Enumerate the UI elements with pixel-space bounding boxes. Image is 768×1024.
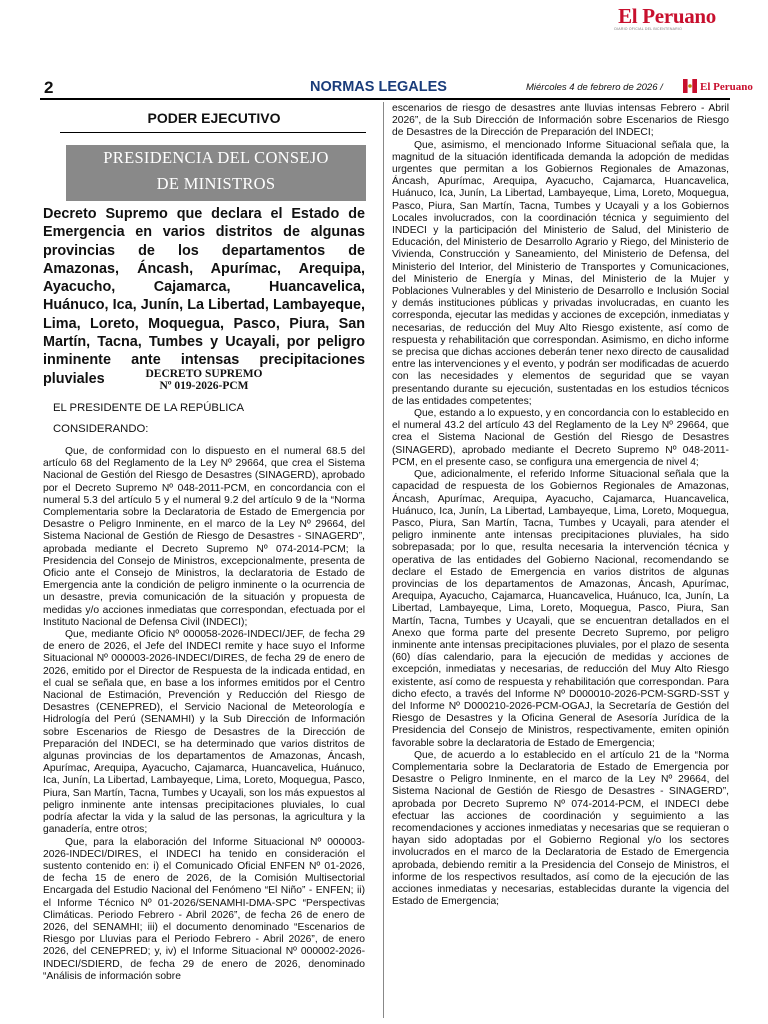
header-rule xyxy=(40,98,730,100)
decree-number: Nº 019-2026-PCM xyxy=(159,380,249,392)
institution-line-2: DE MINISTROS xyxy=(156,174,276,193)
paragraph: Que, asimismo, el mencionado Informe Situacional señala que, la magnitud de la situación identificada demanda la adopción de medidas urgentes que permitan a los Gobiernos Regionales de Amazonas, Áncash, Apurímac, Arequipa, Ayacucho, Cajamarca, Huancavelica, Huánuco, Ica, Junín, La Libertad, Lambayeque, Lima, Loreto, Moquegua, Pasco, Piura, San Martín, Tacna, Tumbes y Ucayali y a los Gobiernos Locales involucrados, con la coordinación técnica y seguimiento del INDECI y la participación del Ministerio de Salud, del Ministerio de Educación, del Ministerio de Desarrollo Agrario y Riego, del Ministerio de Vivienda, Construcción y Saneamiento, del Ministerio de Defensa, del Ministerio del Interior, del Ministerio de Transportes y Comunicaciones, del Ministerio de Energía y Minas, del Ministerio de la Mujer y Poblaciones Vulnerables y del Ministerio de Desarrollo e Inclusión Social y demás instituciones públicas y privadas involucradas, en cuanto les corresponda, ejecutar las medidas y acciones de excepción, inmediatas y necesarias, de reducción del Muy Alto Riesgo existente, así como de respuesta y rehabilitación que correspondan. Asimismo, en dicho informe se precisa que dichas acciones deberán tener nexo directo de causalidad entre las intervenciones y el evento, y podrán ser modificadas de acuerdo con las necesidades y elementos de seguridad que se vayan presentando durante su ejecución, sustentadas en los estudios técnicos de las entidades competentes; xyxy=(392,139,729,407)
issuer-line: EL PRESIDENTE DE LA REPÚBLICA xyxy=(53,402,245,414)
paragraph: Que, para la elaboración del Informe Situacional Nº 000003-2026-INDECI/DIRES, el INDECI ha tenido en consideración el sustento contenido en: i) el Comunicado Oficial ENFEN Nº 01-2026, de fecha 15 de enero de 2026, de la Comisión Multisectorial Encargada del Estudio Nacional del Fenómeno “El Niño” - ENFEN; ii) el Informe Técnico Nº 01-2026/SENAMHI-DMA-SPC “Perspectivas Climáticas. Periodo Febrero - Abril 2026”, de fecha 26 de enero de 2026, del SENAMHI; iii) el documento denominado “Escenarios de Riesgo por Lluvias para el Periodo Febrero - Abril 2026”, de enero 2026, del CENEPRED; y, iv) el Informe Situacional Nº 000002-2026-INDECI/SDIERD, de fecha 29 de enero de 2026, denominado “Análisis de información sobre xyxy=(43,836,365,982)
header-brand: El Peruano xyxy=(700,81,753,93)
paragraph: Que, mediante Oficio Nº 000058-2026-INDECI/JEF, de fecha 29 de enero de 2026, el Jefe del INDECI remite y hace suyo el Informe Situacional Nº 000003-2026-INDECI/DIRES, de fecha 29 de enero de 2026, emitido por el Director de Respuesta de la indicada entidad, en el cual se señala que, en base a los informes emitidos por el Centro Nacional de Estimación, Prevención y Reducción del Riesgo de Desastres (CENEPRED), el Servicio Nacional de Meteorología e Hidrología del Perú (SENAMHI) y la Sub Dirección de Información sobre Escenarios de Riesgo de Desastres de la Dirección de Preparación del INDECI, se ha determinado que varios distritos de algunas provincias de los departamentos de Amazonas, Áncash, Apurímac, Arequipa, Ayacucho, Cajamarca, Huancavelica, Huánuco, Ica, Junín, La Libertad, Lambayeque, Lima, Loreto, Moquegua, Pasco, Piura, San Martín, Tacna, Tumbes y Ucayali, son los más expuestos al peligro inminente ante intensas precipitaciones pluviales, lo cual podría afectar la vida y la salud de las personas, la agricultura y la ganadería, entre otros; xyxy=(43,629,365,836)
right-column-body xyxy=(392,103,729,908)
institution-line-1: PRESIDENCIA DEL CONSEJO xyxy=(103,148,329,167)
section-title: NORMAS LEGALES xyxy=(310,79,447,95)
paragraph: Que, estando a lo expuesto, y en concordancia con lo establecido en el numeral 43.2 del artículo 43 del Reglamento de la Ley Nº 29664, que crea el Sistema Nacional de Gestión del Riesgo de Desastres (SINAGERD), aprobado mediante el Decreto Supremo Nº 048-2011-PCM, en el presente caso, se configura una emergencia de nivel 4; xyxy=(392,408,729,468)
flag-emblem-icon xyxy=(683,79,697,93)
running-header xyxy=(40,76,753,100)
column-divider xyxy=(383,102,384,1018)
paragraph: Que, adicionalmente, el referido Informe Situacional señala que la capacidad de respuesta de los Gobiernos Regionales de Amazonas, Áncash, Apurímac, Arequipa, Ayacucho, Cajamarca, Huancavelica, Huánuco, Ica, Junín, La Libertad, Lambayeque, Lima, Loreto, Moquegua, Pasco, Piura, San Martín, Tacna, Tumbes y Ucayali, para atender el peligro inminente ante intensas precipitaciones pluviales, ha sido sobrepasada; por lo que, resulta necesaria la intervención técnica y operativa de las entidades del Gobierno Nacional, recomendando se declare el Estado de Emergencia en varios distritos de algunas provincias de los departamentos de Amazonas, Áncash, Apurímac, Arequipa, Ayacucho, Cajamarca, Huancavelica, Huánuco, Ica, Junín, La Libertad, Lambayeque, Lima, Loreto, Moquegua, Pasco, Piura, San Martín, Tacna, Tumbes y Ucayali, que se encuentran detallados en el Anexo que forma parte del presente Decreto Supremo, por peligro inminente ante intensas precipitaciones pluviales, por el plazo de sesenta (60) días calendario, para la ejecución de medidas y acciones de excepción, inmediatas y necesarias, de reducción del Muy Alto Riesgo existente, así como de respuesta y rehabilitación que correspondan. Para dicho efecto, a través del Informe Nº D000010-2026-PCM-SGRD-SST y del Informe Nº D000210-2026-PCM-OGAJ, la Secretaría de Gestión del Riesgo de Desastres y la Oficina General de Asesoría Jurídica de la Presidencia del Consejo de Ministros, respectivamente, emiten opinión favorable sobre la declaratoria de Estado de Emergencia; xyxy=(392,469,729,749)
newspaper-tagline: DIARIO OFICIAL DEL BICENTENARIO xyxy=(614,27,682,31)
decree-title: Decreto Supremo que declara el Estado de Emergencia en varios distritos de algunas provincias de los departamentos de Amazonas, Áncash, Apurímac, Arequipa, Ayacucho, Cajamarca, Huancavelica, Huánuco, Ica, Junín, La Libertad, Lambayeque, Lima, Loreto, Moquegua, Pasco, Piura, San Martín, Tacna, Tumbes y Ucayali, por peligro inminente ante intensas precipitaciones pluviales xyxy=(43,206,365,387)
masthead xyxy=(0,0,768,34)
issue-date: Miércoles 4 de febrero de 2026 / xyxy=(526,82,663,93)
power-heading: PODER EJECUTIVO xyxy=(147,110,281,126)
institution-banner xyxy=(66,145,366,201)
decree-type: DECRETO SUPREMO xyxy=(145,368,263,380)
paragraph: escenarios de riesgo de desastres ante lluvias intensas Febrero - Abril 2026”, de la Sub Dirección de Información sobre Escenarios de Riesgo de Desastres de la Dirección de Preparación del INDECI; xyxy=(392,103,729,139)
considering-heading: CONSIDERANDO: xyxy=(53,423,149,435)
page-number: 2 xyxy=(44,78,54,97)
paragraph: Que, de conformidad con lo dispuesto en el numeral 68.5 del artículo 68 del Reglamento de la Ley Nº 29664, que crea el Sistema Nacional de Gestión del Riesgo de Desastres (SINAGERD), aprobado por el Decreto Supremo Nº 048-2011-PCM, en concordancia con el numeral 5.3 del artículo 5 y el numeral 9.2 del artículo 9 de la “Norma Complementaria sobre la Declaratoria de Estado de Emergencia por Desastre o Peligro Inminente, en el marco de la Ley Nº 29664, del Sistema Nacional de Gestión de Riesgo de Desastres - SINAGERD”, aprobada mediante el Decreto Supremo Nº 074-2014-PCM; la Presidencia del Consejo de Ministros, excepcionalmente, presenta de Oficio ante el Consejo de Ministros, la declaratoria de Estado de Emergencia ante la condición de peligro inminente o la ocurrencia de un desastre, previa comunicación de la situación y propuesta de medidas y/o acciones inmediatas que correspondan, efectuada por el Instituto Nacional de Defensa Civil (INDECI); xyxy=(43,446,365,628)
left-column-body xyxy=(43,446,365,983)
newspaper-logo: El Peruano xyxy=(618,4,716,28)
paragraph: Que, de acuerdo a lo establecido en el artículo 21 de la “Norma Complementaria sobre la Declaratoria de Estado de Emergencia por Desastre o Peligro Inminente, en el marco de la Ley Nº 29664, del Sistema Nacional de Gestión de Riesgo de Desastres - SINAGERD”, aprobada por Decreto Supremo Nº 074-2014-PCM, el INDECI debe efectuar las acciones de coordinación y seguimiento a las recomendaciones y acciones inmediatas y necesarias que se requieran o hayan sido adoptadas por el Gobierno Regional y/o los sectores involucrados en el marco de la Declaratoria de Estado de Emergencia aprobada, debiendo remitir a la Presidencia del Consejo de Ministros, el informe de los respectivos resultados, así como de la ejecución de las acciones inmediatas y necesarias, establecidas durante la vigencia del Estado de Emergencia; xyxy=(392,749,729,908)
power-rule xyxy=(60,132,366,133)
